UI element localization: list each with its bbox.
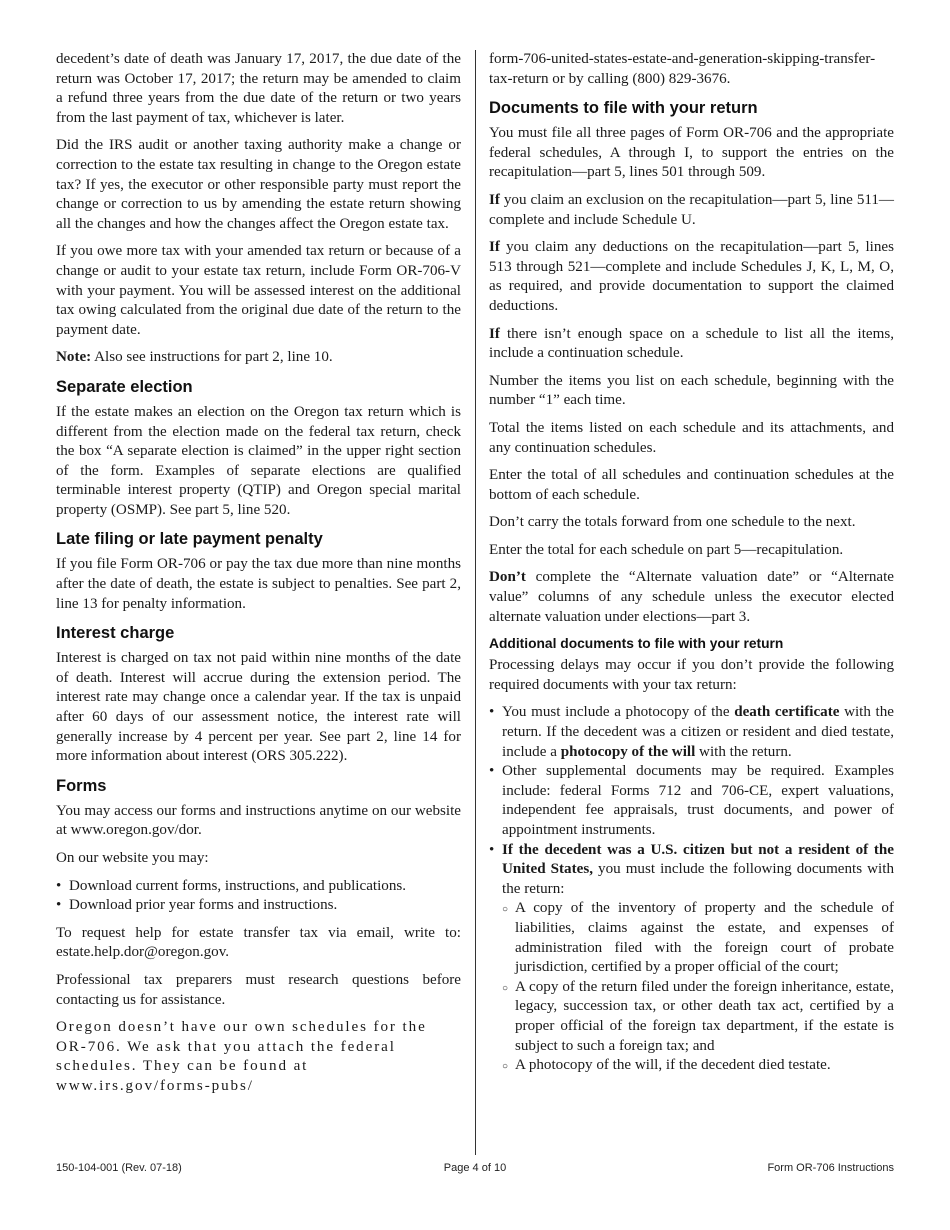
if-label: If: [489, 325, 500, 342]
list-item: [489, 841, 894, 1076]
deductions-text: you claim any deductions on the recapitulation—part 5, lines 513 through 521—complete and include Schedules J, K, L, M, O, as required, and provide documentation to support the claimed deductions.: [489, 239, 894, 314]
footer-title: Form OR-706 Instructions: [767, 1162, 894, 1174]
footer-form-number: 150-104-001 (Rev. 07-18): [56, 1162, 182, 1174]
paragraph-irs-audit: Did the IRS audit or another taxing authority make a change or correction to the estate tax resulting in change to the Oregon estate tax? If yes, the executor or other responsible party must report the change or correction to us by amending the estate return showing all the changes and how the changes affect the Oregon estate tax.: [56, 137, 461, 232]
text-run: with the return.: [695, 743, 792, 760]
list-item: ○ A copy of the return filed under the foreign inheritance, estate, legacy, succession tax, or other death tax act, certified by a proper official of the foreign tax department, if the estate is subject to such a foreign tax; and: [502, 978, 894, 1056]
list-item: • Download prior year forms and instructions.: [56, 896, 461, 916]
heading-late-penalty: Late filing or late payment penalty: [56, 530, 323, 549]
list-item: • Other supplemental documents may be required. Examples include: federal Forms 712 and 706-CE, expert valuations, independent fee appraisals, trust documents, and power of appointment instruments.: [489, 762, 894, 840]
paragraph-email-help: To request help for estate transfer tax via email, write to: estate.help.dor@oregon.gov.: [56, 924, 461, 961]
paragraph-note: [56, 348, 461, 368]
paragraph-exclusion: [489, 191, 894, 230]
paragraph-separate-election: If the estate makes an election on the Oregon tax return which is different from the election made on the federal tax return, check the box “A separate election is claimed” in the upper right section of the form. Examples of separate elections are qualified terminable interest property (QTIP) and Oregon special marital property (OSMP). See part 5, line 520.: [56, 403, 461, 518]
exclusion-text: you claim an exclusion on the recapitulation—part 5, line 511—complete and include Schedule U.: [489, 191, 894, 228]
paragraph-number-items: Number the items you list on each schedule, beginning with the number “1” each time.: [489, 372, 894, 409]
continuation-text: there isn’t enough space on a schedule to list all the items, include a continuation schedule.: [489, 325, 894, 362]
paragraph-late-penalty: If you file Form OR-706 or pay the tax due more than nine months after the date of death, the estate is subject to penalties. See part 2, line 13 for penalty information.: [56, 556, 461, 612]
heading-forms: Forms: [56, 776, 107, 795]
dont-label: Don’t: [489, 569, 526, 586]
text-run: with the return. If the decedent was a citizen or resident and died testate, include a: [502, 704, 894, 760]
paragraph-irs-link-continued: form-706-united-states-estate-and-generation-skipping-transfer-tax-return or by calling (800) 829-3676.: [489, 51, 876, 87]
footer-page-number: Page 4 of 10: [443, 1162, 507, 1174]
list-item: • Download current forms, instructions, and publications.: [56, 877, 461, 897]
required-documents-list: [489, 703, 894, 1075]
paragraph-continuation: [489, 325, 894, 364]
heading-interest-charge: Interest charge: [56, 624, 175, 643]
heading-documents-to-file: Documents to file with your return: [489, 99, 758, 118]
text-run: You must include a photocopy of the: [502, 704, 735, 721]
note-label: Note:: [56, 349, 92, 366]
paragraph-alternate-valuation: [489, 568, 894, 627]
website-options-list: [56, 877, 461, 916]
text-run-bold: If the decedent was a U.S. citizen but not a resident of the United States,: [502, 841, 894, 878]
paragraph-total-items: Total the items listed on each schedule and its attachments, and any continuation schedules.: [489, 419, 894, 456]
list-item: [489, 703, 894, 762]
note-text: Also see instructions for part 2, line 10.: [91, 349, 333, 366]
text-run: you must include the following documents with the return:: [502, 861, 894, 897]
if-label: If: [489, 191, 500, 208]
right-column: [489, 50, 894, 1084]
paragraph-enter-total-schedules: Enter the total of all schedules and continuation schedules at the bottom of each schedule.: [489, 467, 894, 503]
paragraph-tax-preparers: Professional tax preparers must research questions before contacting us for assistance.: [56, 971, 461, 1008]
paragraph-dont-carry: Don’t carry the totals forward from one schedule to the next.: [489, 514, 856, 531]
paragraph-amend-deadline: decedent’s date of death was January 17, 2017, the due date of the return was October 17, 2017; the return may be amended to claim a refund three years from the due date of the return or two years from the last payment of tax, whichever is later.: [56, 51, 461, 126]
paragraph-file-all-pages: You must file all three pages of Form OR-706 and the appropriate federal schedules, A through I, to support the entries on the recapitulation—part 5, lines 501 through 509.: [489, 125, 894, 181]
list-item: ○ A photocopy of the will, if the decedent died testate.: [502, 1056, 894, 1076]
left-column: [56, 50, 461, 1105]
text-run-bold: death certificate: [734, 704, 840, 721]
paragraph-interest-charge: Interest is charged on tax not paid within nine months of the date of death. Interest will accrue during the extension period. The interest rate may change once a calendar year. If the tax is unpaid after 60 days of our assessment notice, the interest rate will generally increase by 4 percent per year. See part 2, line 14 for more information about interest (ORS 305.222).: [56, 650, 461, 765]
alternate-valuation-text: complete the “Alternate valuation date” or “Alternate value” columns of any schedule unless the executor elected alternate valuation under elections—part 3.: [489, 569, 894, 625]
heading-separate-election: Separate election: [56, 377, 193, 396]
text-run-bold: photocopy of the will: [560, 743, 696, 760]
paragraph-federal-schedules: Oregon doesn’t have our own schedules for the OR-706. We ask that you attach the federal schedules. They can be found at www.irs.gov/forms-pubs/: [56, 1019, 427, 1094]
paragraph-enter-total-recap: Enter the total for each schedule on part 5—recapitulation.: [489, 541, 844, 558]
list-item: ○ A copy of the inventory of property and the schedule of liabilities, claims against the estate, and expenses of administration filed with the foreign court of probate jurisdiction, certified by a proper official of the court;: [502, 899, 894, 977]
paragraph-on-our-website: On our website you may:: [56, 850, 209, 866]
heading-additional-documents: Additional documents to file with your return: [489, 636, 784, 652]
paragraph-forms-website: You may access our forms and instructions anytime on our website at www.oregon.gov/dor.: [56, 802, 461, 839]
column-divider: [475, 50, 476, 1155]
paragraph-processing-delays: Processing delays may occur if you don’t provide the following required documents with your tax return:: [489, 657, 894, 693]
non-resident-documents-list: [502, 899, 894, 1075]
paragraph-owe-more-tax: If you owe more tax with your amended tax return or because of a change or audit to your estate tax return, include Form OR-706-V with your payment. You will be assessed interest on the additional tax owing calculated from the original due date of the return to the payment date.: [56, 243, 461, 338]
paragraph-deductions: [489, 238, 894, 316]
if-label: If: [489, 239, 500, 256]
